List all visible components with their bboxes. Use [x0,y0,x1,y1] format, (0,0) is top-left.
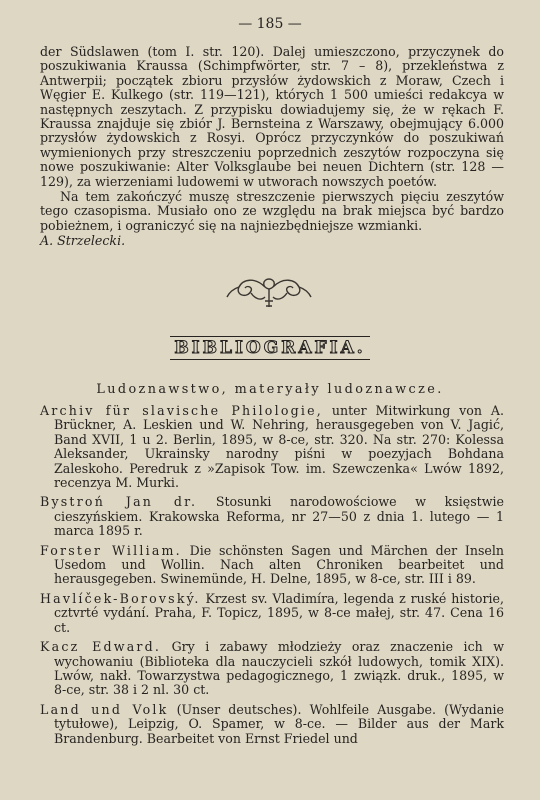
page-number: — 185 — [238,16,302,32]
entry-author: Land und Volk [40,701,169,717]
bibliography-entry [40,404,504,490]
entry-author: Archiv für slavische Philologie, [40,403,323,418]
entry-author: Havlíček-Borovský. [40,590,201,606]
bibliography-entry [40,592,504,635]
section-subheading: Ludoznawstwo, materyały ludoznawcze. [96,382,444,397]
entry-text: Krzest sv. Vladimíra, legenda z ruské historie, cztvrté vydání. Praha, F. Topicz, 1895, w 8-ce małej, str. 47. Cena 16 ct. [54,590,504,635]
paragraph: der Südslawen (tom I. str. 120). Dalej umieszczono, przyczynek do poszukiwania Kraussa (Schimpfwörter, str. 7 – 8), przekleństwa z Antwerpii; początek zbioru przysłów żydowskich z Moraw, Czech i Węgier E. Kulkego (str. 119—121), których 1 500 umieści redakcya w następnych zeszytach. Z przypisku dowiadujemy się, że w rękach F. Kraussa znajduje się zbiór J. Bernsteina z Warszawy, obejmujący 6.000 przysłów żydowskich z Rosyi. Oprócz przyczynków do poszukiwań wymienionych przy streszczeniu poprzednich zeszytów rozpoczyna się nowe poszukiwanie: Alter Volksglaube bei neuen Dichtern (str. 128 — 129), za wierzeniami ludowemi w utworach nowszych poetów. [40,44,504,189]
entry-text: Die schönsten Sagen und Märchen der Inseln Usedom und Wollin. Nach alten Chroniken bearbeitet und herausgegeben. Swinemünde, H. Delne, 1895, w 8-ce, str. III i 89. [54,542,504,587]
entry-author: Bystroń Jan dr. [40,494,198,510]
entry-text: unter Mitwirkung von A. Brückner, A. Leskien und W. Nehring, herausgegeben von V. Jagić, Band XVII, 1 u 2. Berlin, 1895, w 8-ce, str. 320. Na str. 270: Kolessa Aleksander, Ukrainsky narodny piśni w poezyjach Bohdana Zaleskoho. Peredruk z »Zapisok Tow. im. Szewczenka« Lwów 1892, recenzya M. Murki. [54,403,504,491]
bibliography-list [40,404,504,751]
review-text [40,45,504,250]
paragraph: Na tem zakończyć muszę streszczenie pierwszych pięciu zeszytów tego czasopisma. Musiało ono ze względu na brak miejsca być bardzo pobieżnem, i ograniczyć się na najniezbędniejsze wzmianki. [40,189,504,233]
fleuron-ornament-icon [225,275,313,311]
entry-text: Gry i zabawy młodzieży oraz znaczenie ich w wychowaniu (Biblioteka dla nauczycieli szkół ludowych, tomik XIX). Lwów, nakł. Towarzystwa pedagogicznego, 1 związk. druk., 1895, w 8-ce, str. 38 i 2 nl. 30 ct. [54,639,504,698]
section-heading [0,336,540,360]
entry-author: Kacz Edward. [40,639,162,655]
signature: A. Strzelecki. [40,233,126,249]
entry-author: Forster William. [40,542,182,558]
entry-text: Stosunki narodowościowe w księstwie cieszyńskiem. Krakowska Reforma, nr 27—50 z dnia 1. lutego — 1 marca 1895 r. [54,494,504,539]
heading-text: BIBLIOGRAFIA. [170,336,369,360]
bibliography-entry [40,495,504,538]
bibliography-entry [40,640,504,698]
entry-text: (Unser deutsches). Wohlfeile Ausgabe. (Wydanie tytułowe), Leipzig, O. Spamer, w 8-ce. — Bilder aus der Mark Brandenburg. Bearbeitet von Ernst Friedel und [54,701,504,746]
bibliography-entry [40,703,504,746]
bibliography-entry [40,544,504,587]
